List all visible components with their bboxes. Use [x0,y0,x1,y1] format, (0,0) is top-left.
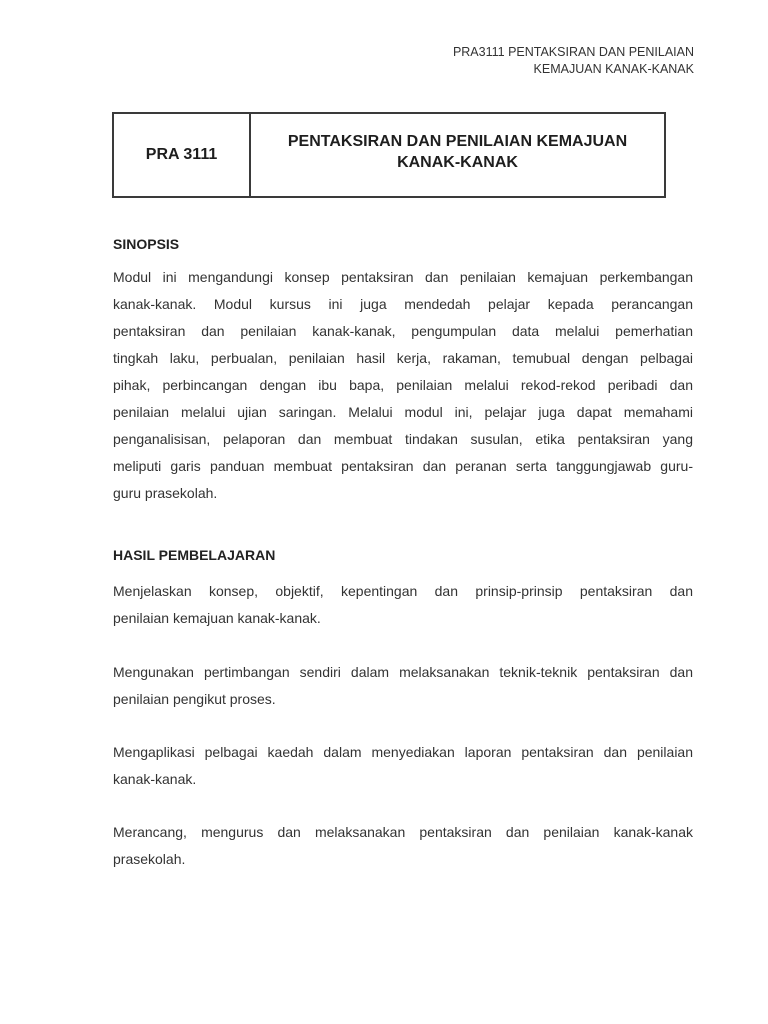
sinopsis-line: pentaksiran dan penilaian kanak-kanak, pengumpulan data melalui pemerhatian [113,323,693,339]
sinopsis-line: meliputi garis panduan membuat pentaksiran dan peranan serta tanggungjawab guru- [113,458,693,474]
course-name [251,114,664,196]
course-title-table [112,112,666,198]
learning-outcome-3 [113,739,693,793]
course-name-line-2: KANAK-KANAK [397,154,518,171]
sinopsis-line: kanak-kanak. Modul kursus ini juga mendedah pelajar kepada perancangan [113,296,693,312]
sinopsis-line: pihak, perbincangan dengan ibu bapa, penilaian melalui rekod-rekod peribadi dan [113,377,693,393]
learning-outcome-line: penilaian pengikut proses. [113,691,276,707]
hasil-pembelajaran-heading: HASIL PEMBELAJARAN [113,547,276,563]
sinopsis-line: Modul ini mengandungi konsep pentaksiran dan penilaian kemajuan perkembangan [113,269,693,285]
learning-outcome-line: Mengunakan pertimbangan sendiri dalam melaksanakan teknik-teknik pentaksiran dan [113,664,693,680]
learning-outcome-line: Menjelaskan konsep, objektif, kepentingan dan prinsip-prinsip pentaksiran dan [113,583,693,599]
learning-outcome-line: Merancang, mengurus dan melaksanakan pentaksiran dan penilaian kanak-kanak [113,824,693,840]
course-name-line-1: PENTAKSIRAN DAN PENILAIAN KEMAJUAN [287,133,628,150]
learning-outcome-1 [113,578,693,632]
sinopsis-line: guru prasekolah. [113,485,218,501]
sinopsis-line: tingkah laku, perbualan, penilaian hasil kerja, rakaman, temubual dengan pelbagai [113,350,693,366]
learning-outcome-line: kanak-kanak. [113,771,197,787]
sinopsis-paragraph [113,264,693,507]
learning-outcome-line: penilaian kemajuan kanak-kanak. [113,610,321,626]
running-header [453,44,694,78]
learning-outcome-2 [113,659,693,713]
running-header-line-2: KEMAJUAN KANAK-KANAK [533,62,694,76]
running-header-line-1: PRA3111 PENTAKSIRAN DAN PENILAIAN [452,45,694,59]
learning-outcome-4 [113,819,693,873]
learning-outcome-line: prasekolah. [113,851,186,867]
course-code: PRA 3111 [114,114,251,196]
sinopsis-line: penganalisisan, pelaporan dan membuat tindakan susulan, etika pentaksiran yang [113,431,693,447]
sinopsis-heading: SINOPSIS [113,236,180,252]
learning-outcome-line: Mengaplikasi pelbagai kaedah dalam menyediakan laporan pentaksiran dan penilaian [113,744,693,760]
sinopsis-line: penilaian melalui ujian saringan. Melalui modul ini, pelajar juga dapat memahami [113,404,693,420]
